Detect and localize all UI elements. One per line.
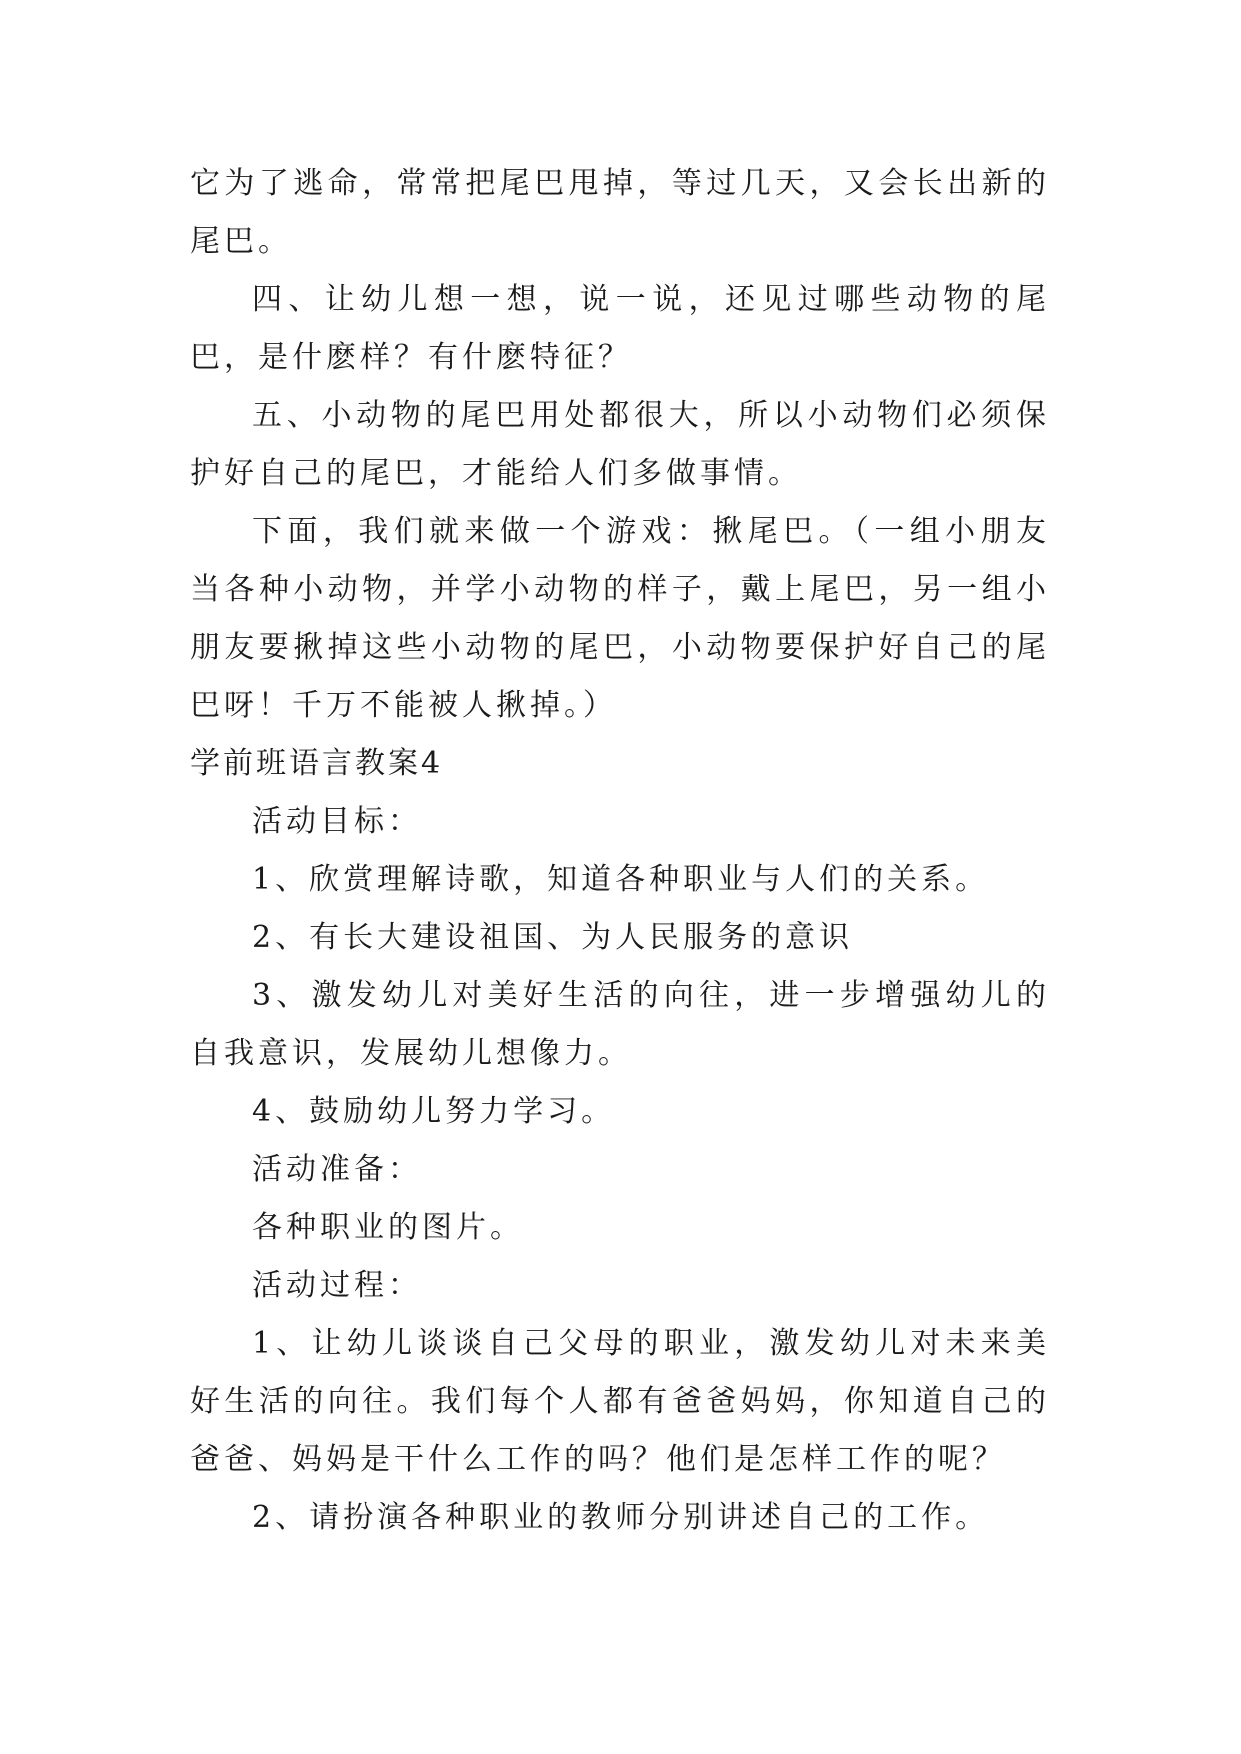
preparation-label: 活动准备： [252,1152,422,1187]
section-heading: 学前班语言教案4 [190,746,444,781]
goal-item-2: 2、有长大建设祖国、为人民服务的意识 [252,920,854,955]
process-item-1: 1、让幼儿谈谈自己父母的职业，激发幼儿对未来美好生活的向往。我们每个人都有爸爸妈妈，你知道自己的爸爸、妈妈是干什么工作的吗？他们是怎样工作的呢？ [190,1326,1050,1477]
goal-item-4: 4、鼓励幼儿努力学习。 [252,1094,616,1129]
paragraph-tail-escape: 它为了逃命，常常把尾巴甩掉，等过几天，又会长出新的尾巴。 [190,166,1050,259]
goal-item-1: 1、欣赏理解诗歌，知道各种职业与人们的关系。 [252,862,990,897]
document-body [190,155,1050,1547]
paragraph-step-four: 四、让幼儿想一想，说一说，还见过哪些动物的尾巴，是什麽样？有什麽特征？ [190,282,1050,375]
process-item-2: 2、请扮演各种职业的教师分别讲述自己的工作。 [252,1500,990,1535]
goal-item-3: 3、激发幼儿对美好生活的向往，进一步增强幼儿的自我意识，发展幼儿想像力。 [190,978,1050,1071]
paragraph-game: 下面，我们就来做一个游戏：揪尾巴。（一组小朋友当各种小动物，并学小动物的样子，戴上尾巴，另一组小朋友要揪掉这些小动物的尾巴，小动物要保护好自己的尾巴呀！千万不能被人揪掉。） [190,514,1050,723]
goals-label: 活动目标： [252,804,422,839]
process-label: 活动过程： [252,1268,422,1303]
preparation-item: 各种职业的图片。 [252,1210,524,1245]
paragraph-step-five: 五、小动物的尾巴用处都很大，所以小动物们必须保护好自己的尾巴，才能给人们多做事情。 [190,398,1050,491]
